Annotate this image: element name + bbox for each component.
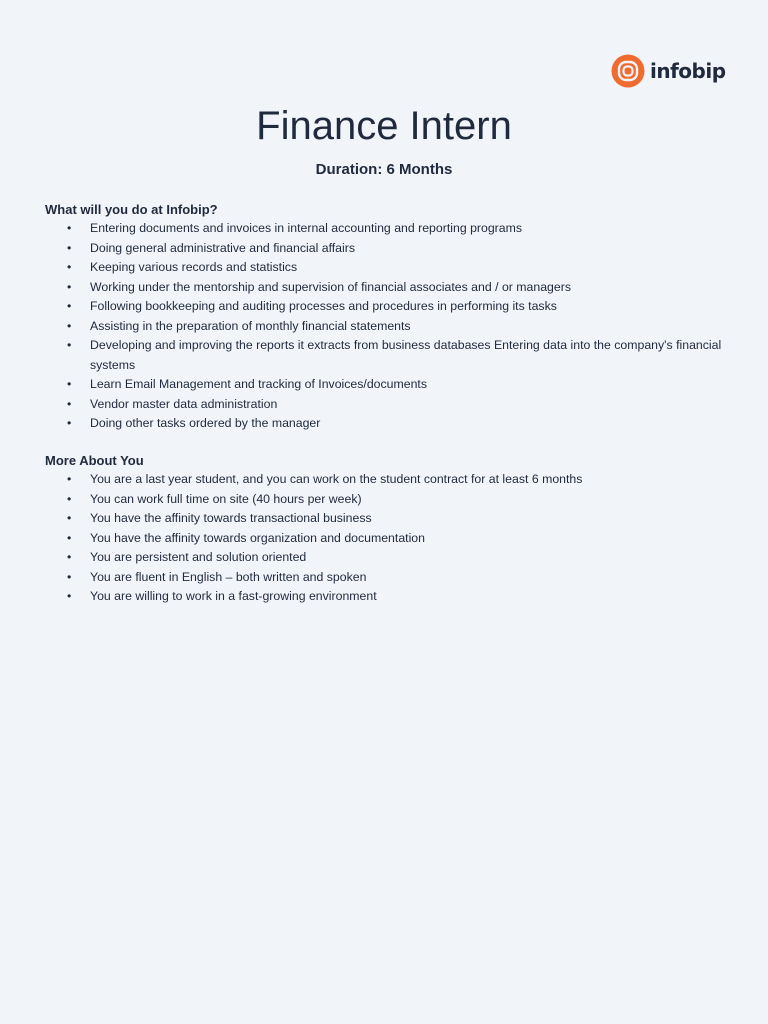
list-item	[45, 509, 725, 529]
bullet-icon: •	[67, 396, 72, 411]
bullet-icon: •	[67, 491, 72, 506]
bullet-icon: •	[67, 589, 72, 603]
list-item	[45, 297, 725, 317]
list-item-text: You are a last year student, and you can work on the student contract for at least 6 months	[90, 472, 583, 486]
list-item-text: Vendor master data administration	[90, 396, 278, 411]
infobip-logo	[611, 54, 726, 88]
list-item	[45, 336, 725, 375]
list-item-text: Learn Email Management and tracking of Invoices/documents	[90, 377, 427, 391]
list-item	[45, 375, 725, 395]
infobip-logo-icon	[611, 54, 645, 88]
list-item-text: Assisting in the preparation of monthly financial statements	[90, 318, 411, 333]
list-item	[45, 219, 725, 239]
list-item-text: Keeping various records and statistics	[90, 260, 298, 274]
bullet-icon: •	[67, 279, 72, 294]
list-item-text: Entering documents and invoices in internal accounting and reporting programs	[90, 221, 523, 235]
list-item	[45, 587, 725, 607]
list-item	[45, 470, 725, 490]
bullet-icon: •	[67, 416, 72, 430]
list-item-text: You are willing to work in a fast-growing environment	[90, 589, 377, 603]
section-heading: What will you do at Infobip?	[45, 202, 218, 217]
list-item	[45, 395, 725, 415]
list-item	[45, 414, 725, 434]
list-item	[45, 239, 725, 259]
page-title: Finance Intern	[256, 104, 512, 148]
list-item	[45, 258, 725, 278]
list-item-text: You have the affinity towards organization and documentation	[90, 530, 425, 545]
list-item	[45, 548, 725, 568]
list-item-text: Doing other tasks ordered by the manager	[90, 416, 321, 430]
list-item	[45, 529, 725, 549]
bullet-icon: •	[67, 318, 72, 333]
list-item	[45, 317, 725, 337]
section-responsibilities	[45, 200, 725, 434]
bullet-icon: •	[67, 569, 72, 584]
bullet-icon: •	[67, 260, 72, 274]
bullet-icon: •	[67, 240, 72, 255]
bullet-icon: •	[67, 472, 72, 486]
list-item	[45, 278, 725, 298]
list-item	[45, 568, 725, 588]
bullet-icon: •	[67, 299, 72, 313]
list-item-text: You can work full time on site (40 hours per week)	[90, 491, 362, 506]
list-item-text: You are persistent and solution oriented	[90, 550, 307, 564]
section-about-you	[45, 451, 725, 607]
list-item-text: You have the affinity towards transactional business	[90, 511, 372, 525]
list-item-text: Developing and improving the reports it extracts from business databases Entering data into the company's financial systems	[90, 338, 722, 372]
list-item-text: Doing general administrative and financial affairs	[90, 240, 355, 255]
responsibilities-list	[45, 219, 725, 434]
bullet-icon: •	[67, 511, 72, 525]
duration-subtitle: Duration: 6 Months	[315, 161, 453, 178]
bullet-icon: •	[67, 530, 72, 545]
bullet-icon: •	[67, 377, 72, 391]
list-item-text: Working under the mentorship and supervision of financial associates and / or managers	[90, 279, 571, 294]
bullet-icon: •	[67, 221, 72, 235]
requirements-list	[45, 470, 725, 607]
list-item	[45, 490, 725, 510]
list-item-text: You are fluent in English – both written and spoken	[90, 569, 367, 584]
logo-wordmark: infobip	[650, 59, 726, 83]
section-heading: More About You	[45, 453, 144, 468]
list-item-text: Following bookkeeping and auditing processes and procedures in performing its tasks	[90, 299, 557, 313]
bullet-icon: •	[67, 338, 72, 352]
bullet-icon: •	[67, 550, 72, 564]
